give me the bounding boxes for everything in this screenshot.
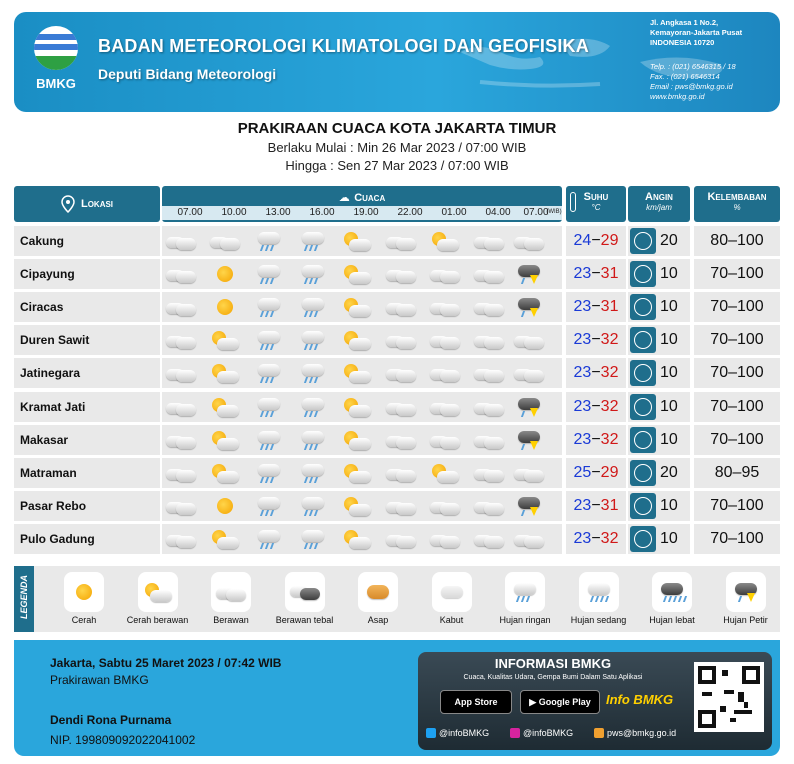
- weather-berawan-icon: [164, 396, 198, 418]
- weather-cerah-berawan-icon: [428, 462, 462, 484]
- weather-berawan-icon: [384, 495, 418, 517]
- twitter-icon: [426, 728, 436, 738]
- weather-berawan-icon: [208, 230, 242, 252]
- wind-speed: 10: [660, 530, 678, 547]
- weather-hujan-ringan-icon: [252, 230, 286, 252]
- wind-speed: 10: [660, 265, 678, 282]
- legend-item: [122, 572, 194, 625]
- weather-hujan-lebat-icon: [655, 581, 689, 603]
- forecast-title: PRAKIRAAN CUACA KOTA JAKARTA TIMUR: [237, 120, 557, 137]
- temp-max: 32: [600, 530, 619, 547]
- forecaster-role: Prakirawan BMKG: [50, 673, 149, 687]
- column-header-kelembaban: [694, 186, 780, 222]
- weather-berawan-icon: [164, 296, 198, 318]
- wind-speed: 20: [660, 232, 678, 249]
- temperature: 23−32: [566, 358, 626, 388]
- time-label: 07.00: [523, 207, 549, 218]
- bmkg-logo: [30, 26, 82, 100]
- column-header-suhu: [566, 186, 626, 222]
- wind-direction-icon: [630, 526, 656, 552]
- weather-hujan-petir-icon: [512, 429, 546, 451]
- temp-max: 29: [600, 232, 619, 249]
- humidity: 70–100: [694, 524, 780, 554]
- legend-item: [269, 572, 341, 625]
- weather-hujan-ringan-icon: [296, 296, 330, 318]
- weather-berawan-icon: [384, 429, 418, 451]
- weather-berawan-icon: [472, 296, 506, 318]
- suhu-unit: °C: [591, 203, 601, 212]
- weather-cerah-berawan-icon: [340, 462, 374, 484]
- temp-min: 24: [573, 232, 592, 249]
- table-row: [14, 524, 780, 554]
- temp-max: 32: [600, 331, 619, 348]
- footer: [14, 640, 780, 756]
- weather-hujan-ringan-icon: [252, 329, 286, 351]
- cloud-sun-icon: ☁: [338, 192, 350, 204]
- weather-icons: [162, 458, 562, 488]
- forecaster-name: Dendi Rona Purnama: [50, 713, 172, 727]
- google-play-label: Google Play: [538, 697, 591, 707]
- weather-icons: [162, 524, 562, 554]
- wind: [628, 259, 690, 289]
- wind: [628, 226, 690, 256]
- weather-hujan-petir-icon: [512, 296, 546, 318]
- weather-hujan-ringan-icon: [252, 528, 286, 550]
- wind-speed: 10: [660, 364, 678, 381]
- weather-berawan-icon: [164, 362, 198, 384]
- wind: [628, 292, 690, 322]
- weather-hujan-ringan-icon: [296, 263, 330, 285]
- wind-speed: 10: [660, 398, 678, 415]
- address-line: Jl. Angkasa 1 No.2,: [650, 18, 719, 27]
- legend: [14, 566, 780, 632]
- wib-label: (WIB): [546, 209, 562, 215]
- weather-berawan-icon: [472, 396, 506, 418]
- weather-icons: [162, 325, 562, 355]
- wind: [628, 392, 690, 422]
- weather-berawan-icon: [512, 230, 546, 252]
- weather-berawan-icon: [164, 329, 198, 351]
- wind-speed: 10: [660, 331, 678, 348]
- temp-max: 32: [600, 364, 619, 381]
- weather-kabut-icon: [435, 581, 469, 603]
- weather-hujan-ringan-icon: [252, 263, 286, 285]
- weather-berawan-icon: [384, 362, 418, 384]
- app-store-label: App Store: [454, 697, 498, 707]
- weather-berawan-icon: [472, 429, 506, 451]
- temp-min: 25: [573, 464, 592, 481]
- table-row: [14, 259, 780, 289]
- wind-direction-icon: [630, 327, 656, 353]
- legend-label: Hujan Petir: [723, 615, 768, 625]
- instagram-handle: @infoBMKG: [523, 728, 574, 738]
- cuaca-label: Cuaca: [354, 192, 386, 204]
- weather-berawan-icon: [164, 528, 198, 550]
- temperature: 23−32: [566, 325, 626, 355]
- temp-min: 23: [573, 298, 592, 315]
- wind: [628, 425, 690, 455]
- kelembaban-unit: %: [733, 203, 741, 212]
- valid-to: Hingga : Sen 27 Mar 2023 / 07:00 WIB: [285, 158, 509, 173]
- humidity: 70–100: [694, 392, 780, 422]
- weather-cerah-berawan-icon: [340, 230, 374, 252]
- weather-cerah-icon: [208, 495, 242, 517]
- weather-cerah-berawan-icon: [208, 528, 242, 550]
- wind-speed: 10: [660, 431, 678, 448]
- instagram-link[interactable]: [510, 728, 573, 738]
- legend-item: [636, 572, 708, 625]
- weather-cerah-berawan-icon: [340, 296, 374, 318]
- weather-hujan-ringan-icon: [296, 362, 330, 384]
- weather-asap-icon: [361, 581, 395, 603]
- legend-item: [489, 572, 561, 625]
- temperature: 23−31: [566, 259, 626, 289]
- info-bmkg-brand: Info BMKG: [606, 692, 674, 707]
- time-label: 16.00: [309, 207, 335, 218]
- column-header-lokasi: [14, 186, 160, 222]
- weather-berawan-icon: [472, 528, 506, 550]
- weather-berawan-icon: [428, 263, 462, 285]
- play-icon: ▶: [529, 697, 537, 707]
- weather-berawan-icon: [472, 230, 506, 252]
- weather-berawan-icon: [164, 462, 198, 484]
- wind-speed: 10: [660, 298, 678, 315]
- time-label: 19.00: [353, 207, 379, 218]
- weather-berawan-icon: [428, 329, 462, 351]
- weather-hujan-ringan-icon: [296, 495, 330, 517]
- table-row: [14, 425, 780, 455]
- location-name: Makasar: [14, 425, 160, 455]
- legend-item: [563, 572, 635, 625]
- humidity: 80–95: [694, 458, 780, 488]
- weather-berawan-icon: [164, 230, 198, 252]
- email-link[interactable]: [594, 728, 676, 738]
- app-store-badge[interactable]: [440, 690, 512, 714]
- time-label: 13.00: [265, 207, 291, 218]
- email-icon: [594, 728, 604, 738]
- temp-max: 32: [600, 398, 619, 415]
- weather-berawan-icon: [428, 296, 462, 318]
- weather-icons: [162, 491, 562, 521]
- weather-berawan-icon: [428, 495, 462, 517]
- address-block: [650, 18, 770, 48]
- wind-direction-icon: [630, 394, 656, 420]
- weather-cerah-berawan-icon: [208, 462, 242, 484]
- temperature: 23−31: [566, 491, 626, 521]
- weather-berawan-icon: [472, 362, 506, 384]
- weather-berawan-icon: [512, 462, 546, 484]
- weather-berawan-tebal-icon: [288, 581, 322, 603]
- table-row: [14, 292, 780, 322]
- temp-min: 23: [573, 265, 592, 282]
- location-name: Cakung: [14, 226, 160, 256]
- legend-title: LEGENDA: [19, 575, 29, 620]
- temperature: 25−29: [566, 458, 626, 488]
- forecaster-nip: NIP. 199809092022041002: [50, 733, 196, 747]
- temp-max: 31: [600, 298, 619, 315]
- weather-cerah-icon: [67, 581, 101, 603]
- weather-berawan-icon: [428, 528, 462, 550]
- temp-min: 23: [573, 398, 592, 415]
- legend-label: Hujan sedang: [570, 615, 627, 625]
- angin-label: Angin: [645, 191, 673, 203]
- legend-item: [48, 572, 120, 625]
- temp-max: 31: [600, 265, 619, 282]
- weather-berawan-icon: [428, 429, 462, 451]
- table-row: [14, 392, 780, 422]
- weather-hujan-ringan-icon: [252, 296, 286, 318]
- location-name: Duren Sawit: [14, 325, 160, 355]
- legend-label: Berawan tebal: [275, 615, 334, 625]
- weather-berawan-icon: [214, 581, 248, 603]
- email-text: Email : pws@bmkg.go.id: [650, 82, 733, 91]
- weather-berawan-icon: [384, 462, 418, 484]
- location-name: Jatinegara: [14, 358, 160, 388]
- table-row: [14, 358, 780, 388]
- angin-unit: km/jam: [646, 203, 672, 212]
- legend-label: Berawan: [213, 615, 249, 625]
- wind: [628, 358, 690, 388]
- wind-direction-icon: [630, 261, 656, 287]
- logo-text: BMKG: [36, 76, 76, 91]
- time-label: 07.00: [177, 207, 203, 218]
- organization-name: BADAN METEOROLOGI KLIMATOLOGI DAN GEOFISIKA: [98, 36, 589, 56]
- wind-direction-icon: [630, 427, 656, 453]
- humidity: 70–100: [694, 425, 780, 455]
- weather-cerah-berawan-icon: [340, 528, 374, 550]
- time-header-row: [162, 206, 562, 220]
- website-text: www.bmkg.go.id: [650, 92, 705, 101]
- table-row: [14, 491, 780, 521]
- weather-berawan-icon: [384, 263, 418, 285]
- wind: [628, 458, 690, 488]
- google-play-badge[interactable]: [520, 690, 600, 714]
- column-header-cuaca: [162, 186, 562, 222]
- weather-berawan-icon: [428, 396, 462, 418]
- wind-speed: 20: [660, 464, 678, 481]
- weather-berawan-icon: [384, 296, 418, 318]
- humidity: 70–100: [694, 325, 780, 355]
- weather-cerah-berawan-icon: [340, 329, 374, 351]
- wind: [628, 325, 690, 355]
- info-subtitle: Cuaca, Kualitas Udara, Gempa Bumi Dalam Satu Aplikasi: [463, 674, 643, 681]
- column-header-angin: [628, 186, 690, 222]
- location-name: Ciracas: [14, 292, 160, 322]
- header-banner: [14, 12, 780, 112]
- weather-hujan-petir-icon: [512, 396, 546, 418]
- weather-berawan-icon: [164, 263, 198, 285]
- weather-hujan-ringan-icon: [296, 230, 330, 252]
- legend-side-label: [14, 566, 34, 632]
- instagram-icon: [510, 728, 520, 738]
- valid-from: Berlaku Mulai : Min 26 Mar 2023 / 07:00 WIB: [267, 140, 527, 155]
- issue-date: Jakarta, Sabtu 25 Maret 2023 / 07:42 WIB: [50, 656, 282, 670]
- address-line: Kemayoran-Jakarta Pusat: [650, 28, 743, 37]
- temperature: 23−32: [566, 425, 626, 455]
- temp-min: 23: [573, 530, 592, 547]
- location-name: Kramat Jati: [14, 392, 160, 422]
- weather-cerah-berawan-icon: [428, 230, 462, 252]
- weather-cerah-berawan-icon: [340, 429, 374, 451]
- twitter-link[interactable]: [426, 728, 489, 738]
- temperature: 23−31: [566, 292, 626, 322]
- contact-block: [650, 62, 770, 102]
- legend-label: Asap: [367, 615, 389, 625]
- time-label: 22.00: [397, 207, 423, 218]
- thermometer-icon: [570, 192, 576, 212]
- time-label: 01.00: [441, 207, 467, 218]
- weather-hujan-ringan-icon: [296, 528, 330, 550]
- weather-berawan-icon: [428, 362, 462, 384]
- weather-hujan-ringan-icon: [508, 581, 542, 603]
- wind-direction-icon: [630, 360, 656, 386]
- weather-hujan-ringan-icon: [252, 429, 286, 451]
- qr-code[interactable]: [694, 662, 764, 732]
- temp-max: 32: [600, 431, 619, 448]
- wind-direction-icon: [630, 493, 656, 519]
- weather-hujan-petir-icon: [512, 495, 546, 517]
- weather-hujan-ringan-icon: [252, 396, 286, 418]
- weather-cerah-berawan-icon: [340, 263, 374, 285]
- weather-icons: [162, 292, 562, 322]
- wind-direction-icon: [630, 228, 656, 254]
- weather-cerah-berawan-icon: [340, 396, 374, 418]
- deputy-name: Deputi Bidang Meteorologi: [98, 66, 277, 82]
- weather-hujan-ringan-icon: [296, 396, 330, 418]
- weather-berawan-icon: [384, 329, 418, 351]
- humidity: 70–100: [694, 358, 780, 388]
- humidity: 70–100: [694, 292, 780, 322]
- temperature: 24−29: [566, 226, 626, 256]
- weather-berawan-icon: [384, 396, 418, 418]
- time-label: 04.00: [485, 207, 511, 218]
- weather-cerah-berawan-icon: [208, 362, 242, 384]
- temp-min: 23: [573, 331, 592, 348]
- weather-hujan-ringan-icon: [252, 362, 286, 384]
- weather-icons: [162, 425, 562, 455]
- weather-hujan-petir-icon: [729, 581, 763, 603]
- temp-min: 23: [573, 431, 592, 448]
- location-name: Pasar Rebo: [14, 491, 160, 521]
- temp-max: 29: [600, 464, 619, 481]
- weather-berawan-icon: [164, 429, 198, 451]
- temp-min: 23: [573, 364, 592, 381]
- kelembaban-label: Kelembaban: [707, 191, 767, 203]
- temp-min: 23: [573, 497, 592, 514]
- legend-item: [416, 572, 488, 625]
- wind: [628, 491, 690, 521]
- legend-item: [710, 572, 782, 625]
- temp-max: 31: [600, 497, 619, 514]
- location-pin-icon: [61, 195, 75, 213]
- weather-berawan-icon: [512, 329, 546, 351]
- weather-icons: [162, 259, 562, 289]
- weather-cerah-berawan-icon: [340, 362, 374, 384]
- weather-hujan-ringan-icon: [296, 329, 330, 351]
- legend-label: Kabut: [439, 615, 464, 625]
- legend-item: [195, 572, 267, 625]
- weather-cerah-berawan-icon: [208, 429, 242, 451]
- weather-hujan-ringan-icon: [252, 495, 286, 517]
- legend-label: Cerah berawan: [126, 615, 189, 625]
- table-row: [14, 325, 780, 355]
- weather-icons: [162, 226, 562, 256]
- weather-cerah-berawan-icon: [208, 329, 242, 351]
- time-label: 10.00: [221, 207, 247, 218]
- location-name: Cipayung: [14, 259, 160, 289]
- weather-icons: [162, 392, 562, 422]
- temperature: 23−32: [566, 392, 626, 422]
- humidity: 80–100: [694, 226, 780, 256]
- weather-berawan-icon: [472, 329, 506, 351]
- table-row: [14, 458, 780, 488]
- lokasi-label: Lokasi: [80, 198, 114, 210]
- phone-text: Telp. : (021) 6546315 / 18: [650, 62, 736, 71]
- address-line: INDONESIA 10720: [650, 38, 715, 47]
- weather-berawan-icon: [384, 230, 418, 252]
- fax-text: Fax. : (021) 6546314: [650, 72, 720, 81]
- weather-berawan-icon: [472, 495, 506, 517]
- weather-hujan-ringan-icon: [296, 462, 330, 484]
- email-address: pws@bmkg.go.id: [607, 728, 677, 738]
- weather-cerah-berawan-icon: [141, 581, 175, 603]
- weather-cerah-berawan-icon: [208, 396, 242, 418]
- temperature: 23−32: [566, 524, 626, 554]
- suhu-label: Suhu: [583, 191, 609, 203]
- info-bmkg-panel: [418, 652, 772, 750]
- humidity: 70–100: [694, 259, 780, 289]
- weather-cerah-berawan-icon: [340, 495, 374, 517]
- twitter-handle: @infoBMKG: [439, 728, 490, 738]
- weather-berawan-icon: [164, 495, 198, 517]
- wind-speed: 10: [660, 497, 678, 514]
- wind-direction-icon: [630, 460, 656, 486]
- weather-hujan-ringan-icon: [252, 462, 286, 484]
- location-name: Matraman: [14, 458, 160, 488]
- weather-hujan-petir-icon: [512, 263, 546, 285]
- humidity: 70–100: [694, 491, 780, 521]
- weather-cerah-icon: [208, 296, 242, 318]
- info-title: INFORMASI BMKG: [494, 656, 612, 671]
- legend-label: Hujan ringan: [499, 615, 551, 625]
- weather-berawan-icon: [512, 528, 546, 550]
- legend-item: [342, 572, 414, 625]
- legend-label: Hujan lebat: [649, 615, 695, 625]
- table-row: [14, 226, 780, 256]
- weather-icons: [162, 358, 562, 388]
- weather-cerah-icon: [208, 263, 242, 285]
- cuaca-title: [162, 188, 562, 206]
- location-name: Pulo Gadung: [14, 524, 160, 554]
- weather-hujan-sedang-icon: [582, 581, 616, 603]
- weather-berawan-icon: [472, 263, 506, 285]
- weather-berawan-icon: [512, 362, 546, 384]
- wind-direction-icon: [630, 294, 656, 320]
- weather-berawan-icon: [472, 462, 506, 484]
- wind: [628, 524, 690, 554]
- weather-hujan-ringan-icon: [296, 429, 330, 451]
- legend-label: Cerah: [71, 615, 97, 625]
- weather-berawan-icon: [384, 528, 418, 550]
